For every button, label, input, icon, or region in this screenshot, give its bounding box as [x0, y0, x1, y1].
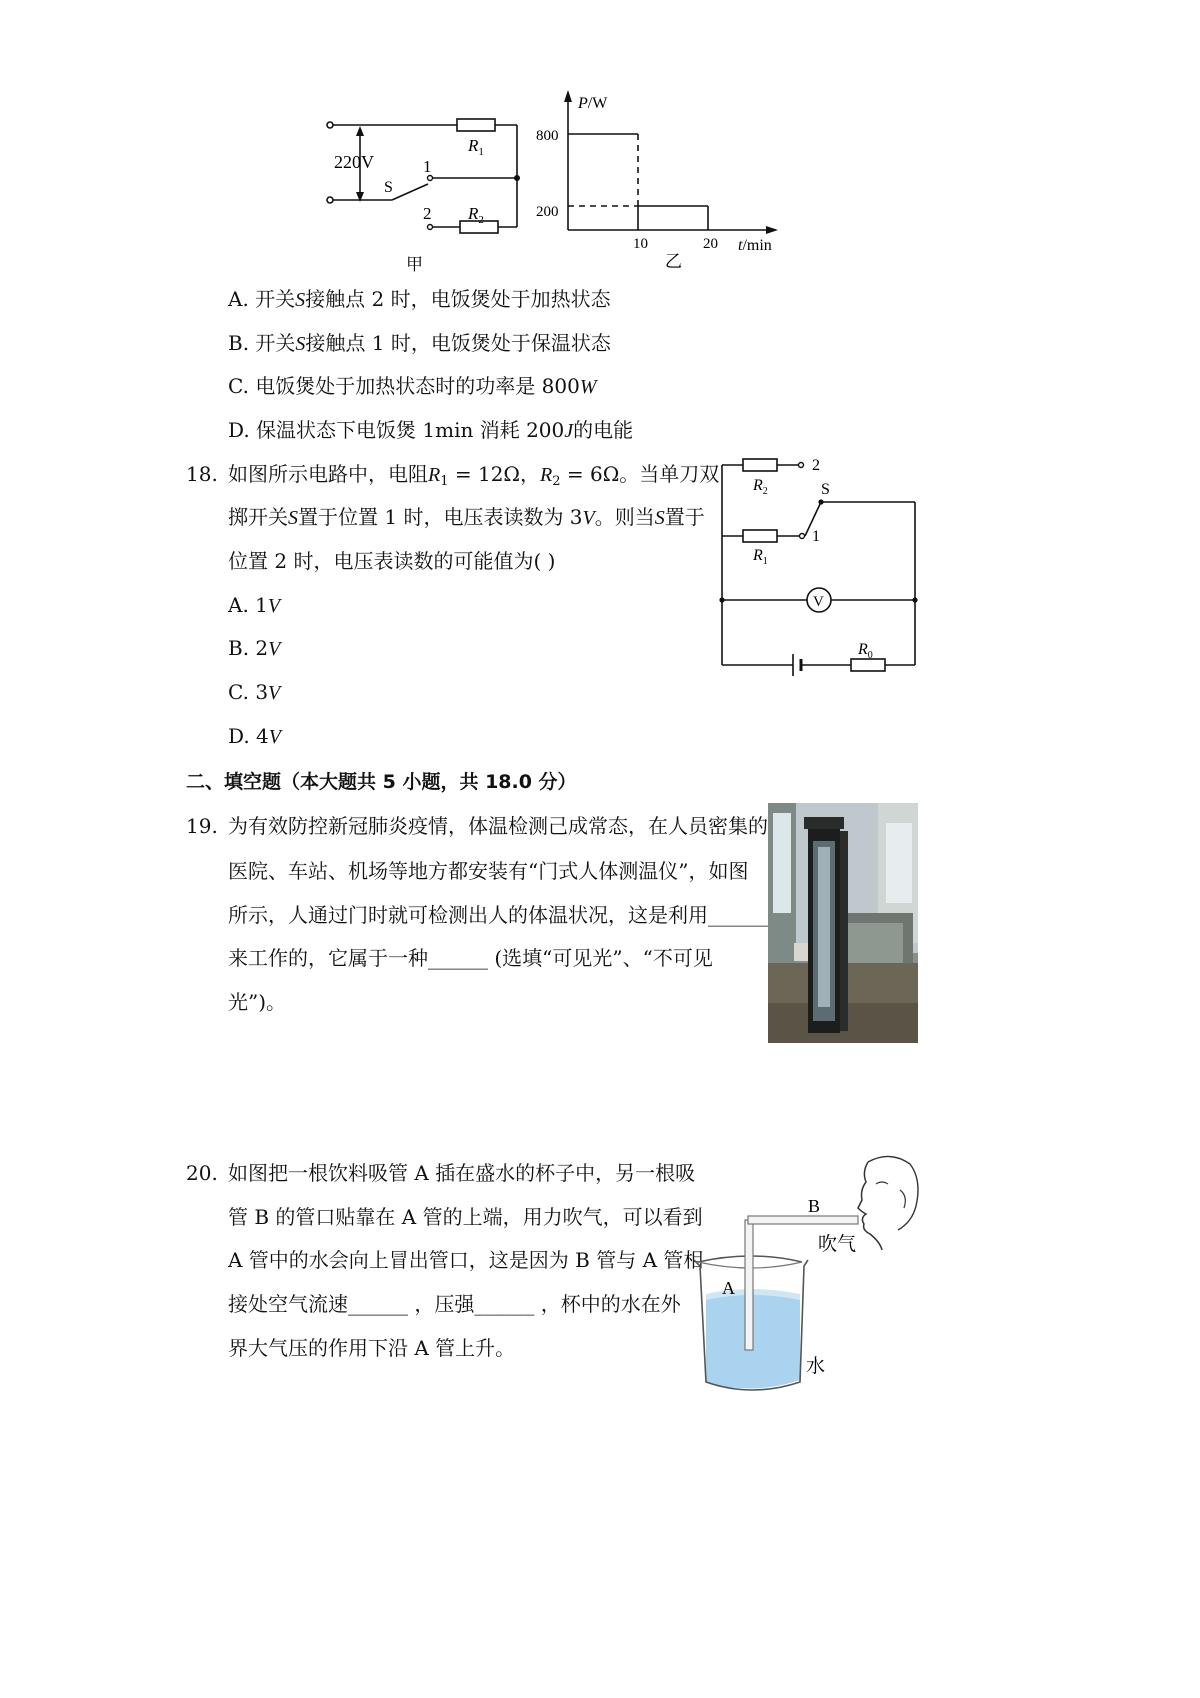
q20-line-5: 界大气压的作用下沿 A 管上升。	[228, 1336, 516, 1360]
q20-line-3: A 管中的水会向上冒出管口，这是因为 B 管与 A 管相	[228, 1248, 704, 1272]
q17-option-a[interactable]: A. 开关S接触点 2 时，电饭煲处于加热状态	[228, 287, 611, 311]
r0-label: $R_0$	[858, 641, 873, 661]
y-axis-label: P/W	[578, 95, 608, 112]
circuit-jia	[327, 119, 517, 233]
q20-line-1: 如图把一根饮料吸管 A 插在盛水的杯子中，另一根吸	[228, 1161, 696, 1185]
voltage-label: 220V	[334, 152, 374, 172]
q18-line-1: 如图所示电路中，电阻$R_1 = 12\Omega$，$R_2 = 6\Omega$。当单刀双	[228, 462, 720, 489]
r1-label: $R_1$	[753, 547, 768, 567]
caption-jia: 甲	[406, 255, 423, 274]
svg-text:S: S	[821, 481, 830, 498]
label-water: 水	[806, 1356, 826, 1377]
q19-line-5: 光”)。	[228, 990, 287, 1014]
svg-text:2: 2	[812, 457, 820, 474]
x-tick-10: 10	[633, 236, 648, 252]
r2-label: $R_2$	[753, 477, 768, 497]
q18-option-a[interactable]: A. 1V	[228, 593, 281, 617]
switch-label: S	[384, 179, 393, 196]
q20-line-2: 管 B 的管口贴靠在 A 管的上端，用力吹气，可以看到	[228, 1205, 703, 1229]
power-time-chart	[536, 90, 778, 271]
q19-line-2: 医院、车站、机场等地方都安装有“门式人体测温仪”，如图	[228, 859, 749, 883]
y-tick-200: 200	[536, 204, 559, 220]
q18-line-2: 掷开关S置于位置 1 时，电压表读数为 3V。则当S置于	[228, 505, 705, 529]
q18-option-c[interactable]: C. 3V	[228, 680, 281, 704]
q20-line-4: 接处空气流速______ ，压强______ ，杯中的水在外	[228, 1292, 681, 1316]
q18-number: 18.	[186, 462, 218, 486]
label-a: A	[722, 1278, 735, 1298]
q19-line-4: 来工作的，它属于一种______ (选填“可见光”、“不可见	[228, 946, 713, 970]
r2-label: $R_2$	[468, 204, 484, 226]
q18-circuit-figure	[715, 450, 930, 685]
q17-option-d[interactable]: D. 保温状态下电饭煲 1min 消耗 200J的电能	[228, 418, 634, 442]
q18-option-d[interactable]: D. 4V	[228, 724, 281, 748]
y-tick-800: 800	[536, 128, 559, 144]
straw-cup-figure	[690, 1150, 930, 1405]
svg-text:1: 1	[812, 528, 820, 545]
temperature-gate-photo	[768, 803, 918, 1043]
label-b: B	[808, 1196, 821, 1216]
q17-option-b[interactable]: B. 开关S接触点 1 时，电饭煲处于保温状态	[228, 331, 611, 355]
section-2-title: 二、填空题（本大题共 5 小题，共 18.0 分）	[186, 771, 577, 793]
q19-line-3: 所示，人通过门时就可检测出人的体温状况，这是利用______	[228, 903, 768, 927]
q19-number: 19.	[186, 814, 218, 838]
voltmeter-label: V	[813, 594, 824, 610]
contact-1-label: 1	[423, 157, 432, 176]
q18-option-b[interactable]: B. 2V	[228, 636, 281, 660]
q17-figure	[320, 80, 800, 280]
q17-option-c[interactable]: C. 电饭煲处于加热状态时的功率是 800W	[228, 374, 597, 398]
contact-2-label: 2	[423, 204, 432, 223]
q19-line-1: 为有效防控新冠肺炎疫情，体温检测己成常态，在人员密集的	[228, 814, 768, 838]
caption-yi: 乙	[665, 252, 682, 271]
x-tick-20: 20	[703, 236, 718, 252]
q20-number: 20.	[186, 1161, 218, 1185]
x-axis-label: t/min	[738, 237, 772, 254]
r1-label: $R_1$	[468, 136, 484, 158]
q18-line-3: 位置 2 时，电压表读数的可能值为( )	[228, 549, 556, 573]
label-blow: 吹气	[818, 1234, 857, 1255]
